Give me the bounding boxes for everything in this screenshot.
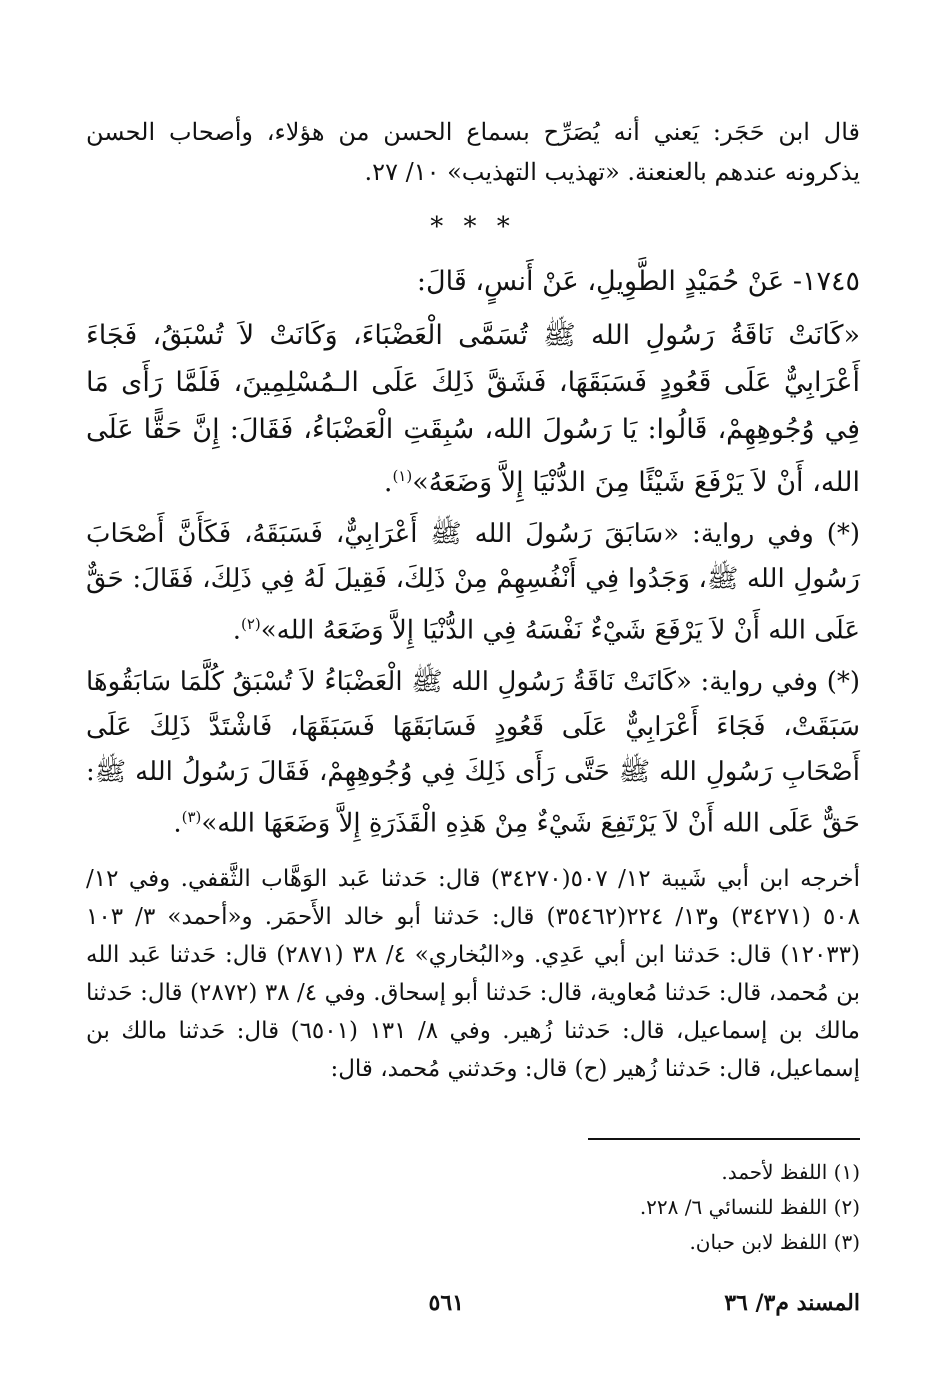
hadith-heading-text: ١٧٤٥- عَنْ حُمَيْدٍ الطَّوِيلِ، عَنْ أَنسٍ، قَالَ: [416, 266, 860, 297]
riwaya-paragraph-1: (*) وفي رواية: «سَابَقَ رَسُولَ الله ﷺ أَعْرَابِيٌّ، فَسَبَقَهُ، فَكَأَنَّ أَصْحَابَ رَسُولِ الله ﷺ، وَجَدُوا فِي أَنْفُسِهِمْ مِنْ ذَلِكَ، فَقِيلَ لَهُ فِي ذَلِكَ، فَقَالَ: حَقٌّ عَلَى الله أَنْ لاَ يَرْفَعَ شَيْءٌ نَفْسَهُ فِي الدُّنْيَا إِلاَّ وَضَعَهُ الله»$^{(٢)}$. [86, 519, 860, 646]
page-footer [86, 1290, 860, 1324]
hadith-body: «كَانَتْ نَاقَةُ رَسُولِ الله ﷺ تُسَمَّى الْعَضْبَاءَ، وَكَانَتْ لاَ تُسْبَقُ، فَجَاءَ أَعْرَابِيٌّ عَلَى قَعُودٍ فَسَبَقَهَا، فَشَقَّ ذَلِكَ عَلَى الـمُسْلِمِينَ، فَلَمَّا رَأَى مَا فِي وُجُوهِهِمْ، قَالُوا: يَا رَسُولَ الله، سُبِقَتِ الْعَضْبَاءُ، فَقَالَ: إِنَّ حَقًّا عَلَى الله، أَنْ لاَ يَرْفَعَ شَيْئًا مِنَ الدُّنْيَا إِلاَّ وَضَعَهُ» [86, 320, 860, 498]
riwaya-2-text: (*) وفي رواية: «كَانَتْ نَاقَةُ رَسُولِ الله ﷺ الْعَضْبَاءُ لاَ تُسْبَقُ كُلَّمَا سَابَقُوهَا سَبَقَتْ، فَجَاءَ أَعْرَابِيٌّ عَلَى قَعُودٍ فَسَابَقَهَا فَسَبَقَهَا، فَاشْتَدَّ ذَلِكَ عَلَى أَصْحَابِ رَسُولِ الله ﷺ حَتَّى رَأَى ذَلِكَ فِي وُجُوهِهِمْ، فَقَالَ رَسُولُ الله ﷺ: حَقٌّ عَلَى الله أَنْ لاَ يَرْتَفِعَ شَيْءٌ مِنْ هَذِهِ الْقَذَرَةِ إِلاَّ وَضَعَهَا الله» [86, 667, 860, 839]
riwaya-paragraph-2: (*) وفي رواية: «كَانَتْ نَاقَةُ رَسُولِ الله ﷺ الْعَضْبَاءُ لاَ تُسْبَقُ كُلَّمَا سَابَقُوهَا سَبَقَتْ، فَجَاءَ أَعْرَابِيٌّ عَلَى قَعُودٍ فَسَابَقَهَا فَسَبَقَهَا، فَاشْتَدَّ ذَلِكَ عَلَى أَصْحَابِ رَسُولِ الله ﷺ حَتَّى رَأَى ذَلِكَ فِي وُجُوهِهِمْ، فَقَالَ رَسُولُ الله ﷺ: حَقٌّ عَلَى الله أَنْ لاَ يَرْتَفِعَ شَيْءٌ مِنْ هَذِهِ الْقَذَرَةِ إِلاَّ وَضَعَهَا الله»$^{(٣)}$. [86, 667, 860, 839]
footnote-ref-1: (١) [392, 467, 413, 485]
footnote-divider [588, 1138, 860, 1140]
takhrij-paragraph [86, 860, 860, 1088]
footnote-3: (٣) اللفظ لابن حبان. [689, 1230, 860, 1254]
footnote-1: (١) اللفظ لأحمد. [721, 1160, 860, 1184]
footnote-ref-2: (٢) [240, 615, 261, 633]
footnote-ref-3: (٣) [181, 808, 202, 826]
footnote-2: (٢) اللفظ للنسائي ٦/ ٢٢٨. [639, 1195, 860, 1219]
hadith-text: «كَانَتْ نَاقَةُ رَسُولِ الله ﷺ تُسَمَّى الْعَضْبَاءَ، وَكَانَتْ لاَ تُسْبَقُ، فَجَاءَ أَعْرَابِيٌّ عَلَى قَعُودٍ فَسَبَقَهَا، فَشَقَّ ذَلِكَ عَلَى الـمُسْلِمِينَ، فَلَمَّا رَأَى مَا فِي وُجُوهِهِمْ، قَالُوا: يَا رَسُولَ الله، سُبِقَتِ الْعَضْبَاءُ، فَقَالَ: إِنَّ حَقًّا عَلَى الله، أَنْ لاَ يَرْفَعَ شَيْئًا مِنَ الدُّنْيَا إِلاَّ وَضَعَهُ»$^{(١)}$. [86, 320, 860, 498]
section-separator: * * * [430, 212, 516, 242]
riwaya-1-text: (*) وفي رواية: «سَابَقَ رَسُولَ الله ﷺ أَعْرَابِيٌّ، فَسَبَقَهُ، فَكَأَنَّ أَصْحَابَ رَسُولِ الله ﷺ، وَجَدُوا فِي أَنْفُسِهِمْ مِنْ ذَلِكَ، فَقِيلَ لَهُ فِي ذَلِكَ، فَقَالَ: حَقٌّ عَلَى الله أَنْ لاَ يَرْفَعَ شَيْءٌ نَفْسَهُ فِي الدُّنْيَا إِلاَّ وَضَعَهُ الله» [86, 519, 860, 646]
hadith-heading [86, 262, 860, 302]
intro-paragraph [86, 112, 860, 192]
takhrij-text: أخرجه ابن أبي شَيبة ١٢/ ٥٠٧(٣٤٢٧٠) قال: حَدثنا عَبد الوَهَّاب الثَّقفي. وفي ١٢/ ٥٠٨ (٣٤٢٧١) و١٣/ ٢٢٤(٣٥٤٦٢) قال: حَدثنا أبو خالد الأَحمَر. و«أحمد» ٣/ ١٠٣ (١٢٠٣٣) قال: حَدثنا ابن أبي عَدِي. و«البُخاري» ٤/ ٣٨ (٢٨٧١) قال: حَدثنا عَبد الله بن مُحمد، قال: حَدثنا مُعاوية، قال: حَدثنا أبو إسحاق. وفي ٤/ ٣٨ (٢٨٧٢) قال: حَدثنا مالك بن إسماعيل، قال: حَدثنا زُهير. وفي ٨/ ١٣١ (٦٥٠١) قال: حَدثنا مالك بن إسماعيل، قال: حَدثنا زُهير (ح) قال: وحَدثني مُحمد، قال: [86, 866, 861, 1082]
intro-text: قال ابن حَجَر: يَعني أنه يُصَرِّح بسماع الحسن من هؤلاء، وأصحاب الحسن يذكرونه عندهم بالعنعنة. «تهذيب التهذيب» ١٠/ ٢٧. [86, 118, 860, 186]
page-number: ٥٦١ [428, 1290, 464, 1316]
volume-reference: المسند م٣/ ٣٦ [724, 1290, 860, 1316]
footnotes [86, 1155, 860, 1260]
